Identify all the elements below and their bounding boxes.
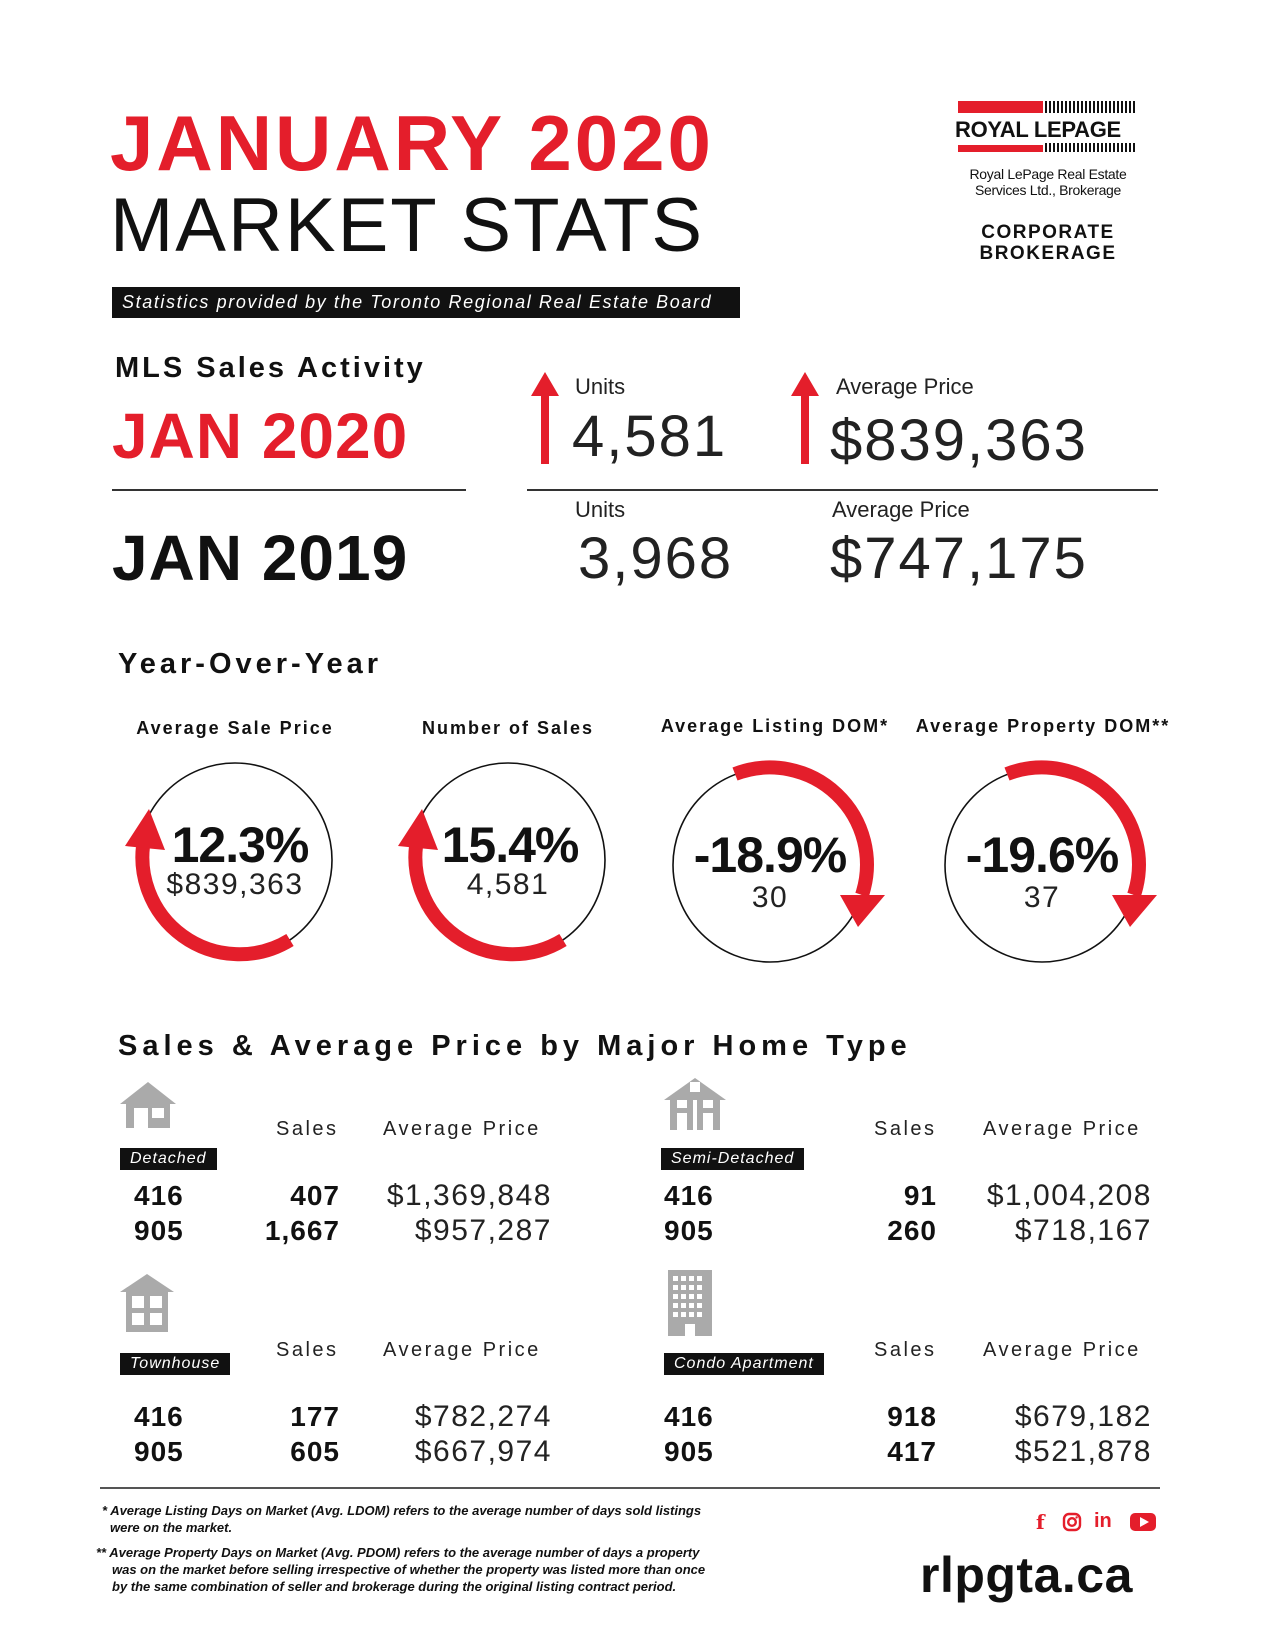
price-value: $718,167 [1014, 1214, 1152, 1247]
logo-barcode-top [1045, 101, 1135, 113]
sales-value: 407 [290, 1180, 340, 1211]
footnote-pdom-line1: ** Average Property Days on Market (Avg. PDOM) refers to the average number of days a property [96, 1545, 700, 1560]
divider-right [527, 489, 1158, 491]
sales-value: 91 [903, 1180, 937, 1211]
sales-colhead: Sales [276, 1118, 339, 1140]
price-label-current: Average Price [836, 374, 974, 399]
corporate-brokerage [958, 222, 1138, 264]
area-code: 905 [664, 1436, 714, 1467]
price-value: $1,004,208 [986, 1179, 1152, 1212]
units-up-arrow-icon [530, 370, 560, 466]
yoy-title-number-of-sales: Number of Sales [421, 718, 595, 738]
price-current: $839,363 [830, 408, 1088, 473]
price-colhead: Average Price [383, 1339, 541, 1361]
social-links [1036, 1510, 1160, 1536]
area-code: 905 [664, 1215, 714, 1246]
yoy-title-avg-sale-price: Average Sale Price [136, 718, 334, 738]
yoy-value-listing-dom: 30 [751, 881, 789, 914]
price-up-arrow-icon [790, 370, 820, 466]
area-code: 416 [664, 1401, 714, 1432]
facebook-icon[interactable]: f [1036, 1510, 1045, 1534]
price-value: $782,274 [414, 1400, 552, 1433]
area-code: 416 [664, 1180, 714, 1211]
yoy-value-number-of-sales: 4,581 [466, 868, 550, 901]
units-label-current: Units [575, 374, 626, 399]
footnote-pdom-line2: was on the market before selling irrespective of whether the property was listed more than once [112, 1562, 706, 1577]
sales-value: 260 [887, 1215, 937, 1246]
price-colhead: Average Price [983, 1339, 1141, 1361]
logo-subtitle-line1: Royal LePage Real Estate [969, 166, 1127, 182]
area-code: 905 [134, 1215, 184, 1246]
condo-building-icon [668, 1270, 712, 1336]
footnote-ldom-line2: were on the market. [110, 1520, 233, 1535]
yoy-value-avg-sale-price: $839,363 [166, 868, 304, 901]
sales-colhead: Sales [276, 1339, 339, 1361]
units-label-previous: Units [575, 497, 626, 522]
sales-value: 417 [887, 1436, 937, 1467]
logo-red-bar [958, 101, 1043, 113]
yoy-pct-listing-dom: -18.9% [693, 827, 847, 883]
price-value: $667,974 [414, 1435, 552, 1468]
previous-period: JAN 2019 [112, 522, 409, 594]
website-url[interactable]: rlpgta.ca [920, 1547, 1133, 1603]
badge-semi-detached: Semi-Detached [661, 1148, 804, 1170]
corp-line2: BROKERAGE [979, 243, 1117, 264]
house-icon [118, 1080, 178, 1130]
area-code: 416 [134, 1180, 184, 1211]
price-label-previous: Average Price [832, 497, 970, 522]
price-colhead: Average Price [383, 1118, 541, 1140]
semi-detached-icon [662, 1076, 728, 1132]
yoy-title-listing-dom: Average Listing DOM* [660, 716, 890, 736]
youtube-icon[interactable] [1130, 1513, 1156, 1531]
logo-subtitle [958, 166, 1138, 198]
badge-townhouse: Townhouse [120, 1353, 230, 1375]
instagram-icon[interactable] [1062, 1512, 1082, 1532]
yoy-pct-number-of-sales: 15.4% [441, 817, 579, 873]
area-code: 416 [134, 1401, 184, 1432]
yoy-heading: Year-Over-Year [118, 648, 382, 680]
footnote-ldom [102, 1502, 842, 1536]
title-line2: MARKET STATS [110, 183, 705, 268]
sales-value: 1,667 [264, 1215, 340, 1246]
divider-left [112, 489, 466, 491]
footnote-pdom-line3: by the same combination of seller and brokerage during the original listing contract period. [112, 1579, 677, 1594]
current-period: JAN 2020 [112, 400, 409, 472]
yoy-value-property-dom: 37 [1023, 881, 1061, 914]
area-code: 905 [134, 1436, 184, 1467]
logo-barcode-bottom [1045, 143, 1135, 152]
footnote-pdom [96, 1544, 856, 1595]
badge-condo-apartment: Condo Apartment [664, 1353, 824, 1375]
title-line1: JANUARY 2020 [110, 99, 714, 187]
source-banner: Statistics provided by the Toronto Regional Real Estate Board [112, 287, 740, 318]
price-value: $1,369,848 [386, 1179, 552, 1212]
yoy-pct-property-dom: -19.6% [965, 827, 1119, 883]
townhouse-icon [118, 1272, 176, 1334]
logo-brand: ROYAL LEPAGE [955, 117, 1121, 142]
sales-colhead: Sales [874, 1118, 937, 1140]
mls-heading: MLS Sales Activity [115, 352, 426, 384]
price-value: $679,182 [1014, 1400, 1152, 1433]
home-type-heading: Sales & Average Price by Major Home Type [118, 1030, 912, 1062]
units-current: 4,581 [572, 404, 728, 469]
linkedin-icon[interactable]: in [1094, 1510, 1112, 1532]
footnote-ldom-line1: * Average Listing Days on Market (Avg. LDOM) refers to the average number of days sold listings [102, 1503, 702, 1518]
footer-divider [100, 1487, 1160, 1489]
price-value: $957,287 [414, 1214, 552, 1247]
sales-value: 605 [290, 1436, 340, 1467]
sales-colhead: Sales [874, 1339, 937, 1361]
yoy-title-property-dom: Average Property DOM** [915, 716, 1171, 736]
badge-detached: Detached [120, 1148, 217, 1170]
price-value: $521,878 [1014, 1435, 1152, 1468]
price-colhead: Average Price [983, 1118, 1141, 1140]
yoy-pct-avg-sale-price: 12.3% [171, 817, 309, 873]
logo-red-bar-bottom [958, 145, 1043, 152]
logo-subtitle-line2: Services Ltd., Brokerage [974, 182, 1122, 198]
sales-value: 918 [887, 1401, 937, 1432]
price-previous: $747,175 [830, 526, 1088, 591]
sales-value: 177 [290, 1401, 340, 1432]
units-previous: 3,968 [578, 526, 734, 591]
corp-line1: CORPORATE [981, 222, 1115, 243]
